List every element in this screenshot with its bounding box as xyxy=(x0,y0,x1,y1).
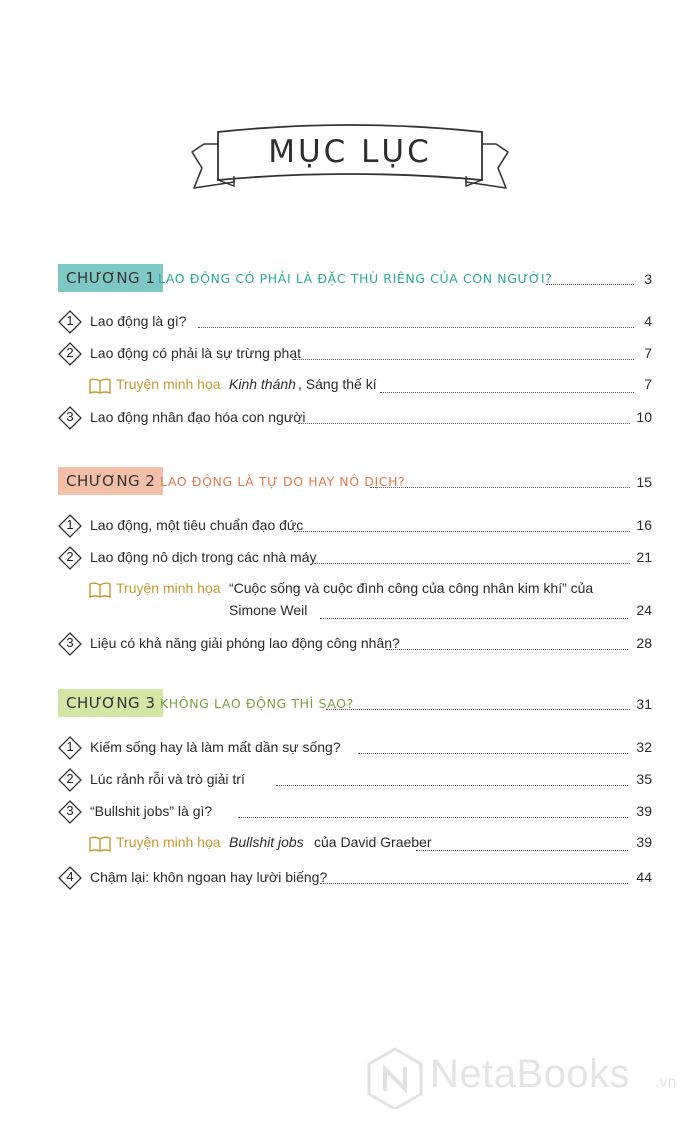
toc-entry[interactable] xyxy=(58,632,652,656)
toc-entry[interactable] xyxy=(58,800,652,824)
page-number: 4 xyxy=(644,313,652,329)
story-label: Truyện minh họa xyxy=(116,376,221,392)
page-number: 15 xyxy=(636,474,652,490)
chapter-3-heading[interactable] xyxy=(58,689,652,721)
diamond-number-icon: 3 xyxy=(58,800,82,824)
chapter-2-heading[interactable] xyxy=(58,467,652,499)
page-number: 21 xyxy=(636,549,652,565)
page-number: 3 xyxy=(644,271,652,287)
watermark-tld: .vn xyxy=(655,1074,677,1091)
page-number: 7 xyxy=(644,345,652,361)
chapter-label: CHƯƠNG 3 xyxy=(58,689,163,717)
entry-text: Chậm lại: khôn ngoan hay lười biếng? xyxy=(90,869,328,885)
entry-text: Liệu có khả năng giải phóng lao động công nhân? xyxy=(90,635,400,651)
chapter-title: LAO ĐỘNG CÓ PHẢI LÀ ĐẶC THÙ RIÊNG CỦA CON NGƯỜI? xyxy=(158,271,553,286)
diamond-number-icon: 2 xyxy=(58,546,82,570)
chapter-1-heading[interactable] xyxy=(58,264,652,296)
story-entry[interactable] xyxy=(88,376,652,398)
diamond-number-icon: 1 xyxy=(58,514,82,538)
story-italic-title: Kinh thánh xyxy=(229,376,296,392)
diamond-number-icon: 3 xyxy=(58,632,82,656)
toc-entry[interactable] xyxy=(58,342,652,366)
story-text: , Sáng thế kí xyxy=(298,376,377,392)
open-book-icon xyxy=(88,581,112,599)
entry-text: Lao động có phải là sự trừng phạt xyxy=(90,345,301,361)
story-label: Truyện minh họa xyxy=(116,834,221,850)
page-number: 32 xyxy=(636,739,652,755)
toc-entry[interactable] xyxy=(58,736,652,760)
diamond-number-icon: 2 xyxy=(58,342,82,366)
entry-text: Lao động là gì? xyxy=(90,313,187,329)
entry-text: Lao động, một tiêu chuẩn đạo đức xyxy=(90,517,304,533)
entry-text: Kiếm sống hay là làm mất dần sự sống? xyxy=(90,739,341,755)
diamond-number-icon: 1 xyxy=(58,310,82,334)
story-entry[interactable] xyxy=(88,834,652,856)
diamond-number-icon: 4 xyxy=(58,866,82,890)
page-number: 16 xyxy=(636,517,652,533)
page-number: 10 xyxy=(636,409,652,425)
page-number: 44 xyxy=(636,869,652,885)
story-text: của David Graeber xyxy=(314,834,432,850)
toc-entry[interactable] xyxy=(58,546,652,570)
page-number: 39 xyxy=(636,803,652,819)
toc-entry[interactable] xyxy=(58,310,652,334)
entry-text: Lao động nhân đạo hóa con người xyxy=(90,409,306,425)
toc-entry[interactable] xyxy=(58,866,652,890)
diamond-number-icon: 1 xyxy=(58,736,82,760)
diamond-number-icon: 2 xyxy=(58,768,82,792)
story-entry[interactable] xyxy=(88,580,652,624)
open-book-icon xyxy=(88,835,112,853)
page-number: 39 xyxy=(636,834,652,850)
page-number: 31 xyxy=(636,696,652,712)
chapter-label: CHƯƠNG 1 xyxy=(58,264,163,292)
story-italic-title: Bullshit jobs xyxy=(229,834,304,850)
entry-text: Lúc rảnh rỗi và trò giải trí xyxy=(90,771,245,787)
toc-entry[interactable] xyxy=(58,406,652,430)
entry-text: “Bullshit jobs” là gì? xyxy=(90,803,213,819)
page-number: 24 xyxy=(636,602,652,618)
page-number: 7 xyxy=(644,376,652,392)
story-text-line2: Simone Weil xyxy=(229,602,308,618)
watermark-brand: NetaBooks xyxy=(430,1052,631,1096)
page-title: MỤC LỤC xyxy=(268,134,432,170)
chapter-label: CHƯƠNG 2 xyxy=(58,467,163,495)
entry-text: Lao động nô dịch trong các nhà máy xyxy=(90,549,317,565)
page-number: 35 xyxy=(636,771,652,787)
chapter-title: LAO ĐỘNG LÀ TỰ DO HAY NÔ DỊCH? xyxy=(160,474,406,489)
diamond-number-icon: 3 xyxy=(58,406,82,430)
open-book-icon xyxy=(88,377,112,395)
page-number: 28 xyxy=(636,635,652,651)
chapter-title: KHÔNG LAO ĐỘNG THÌ SAO? xyxy=(160,696,354,711)
story-label: Truyện minh họa xyxy=(116,580,221,596)
toc-entry[interactable] xyxy=(58,768,652,792)
toc-entry[interactable] xyxy=(58,514,652,538)
story-text-line1: “Cuộc sống và cuộc đình công của công nhân kim khí” của xyxy=(229,580,594,596)
